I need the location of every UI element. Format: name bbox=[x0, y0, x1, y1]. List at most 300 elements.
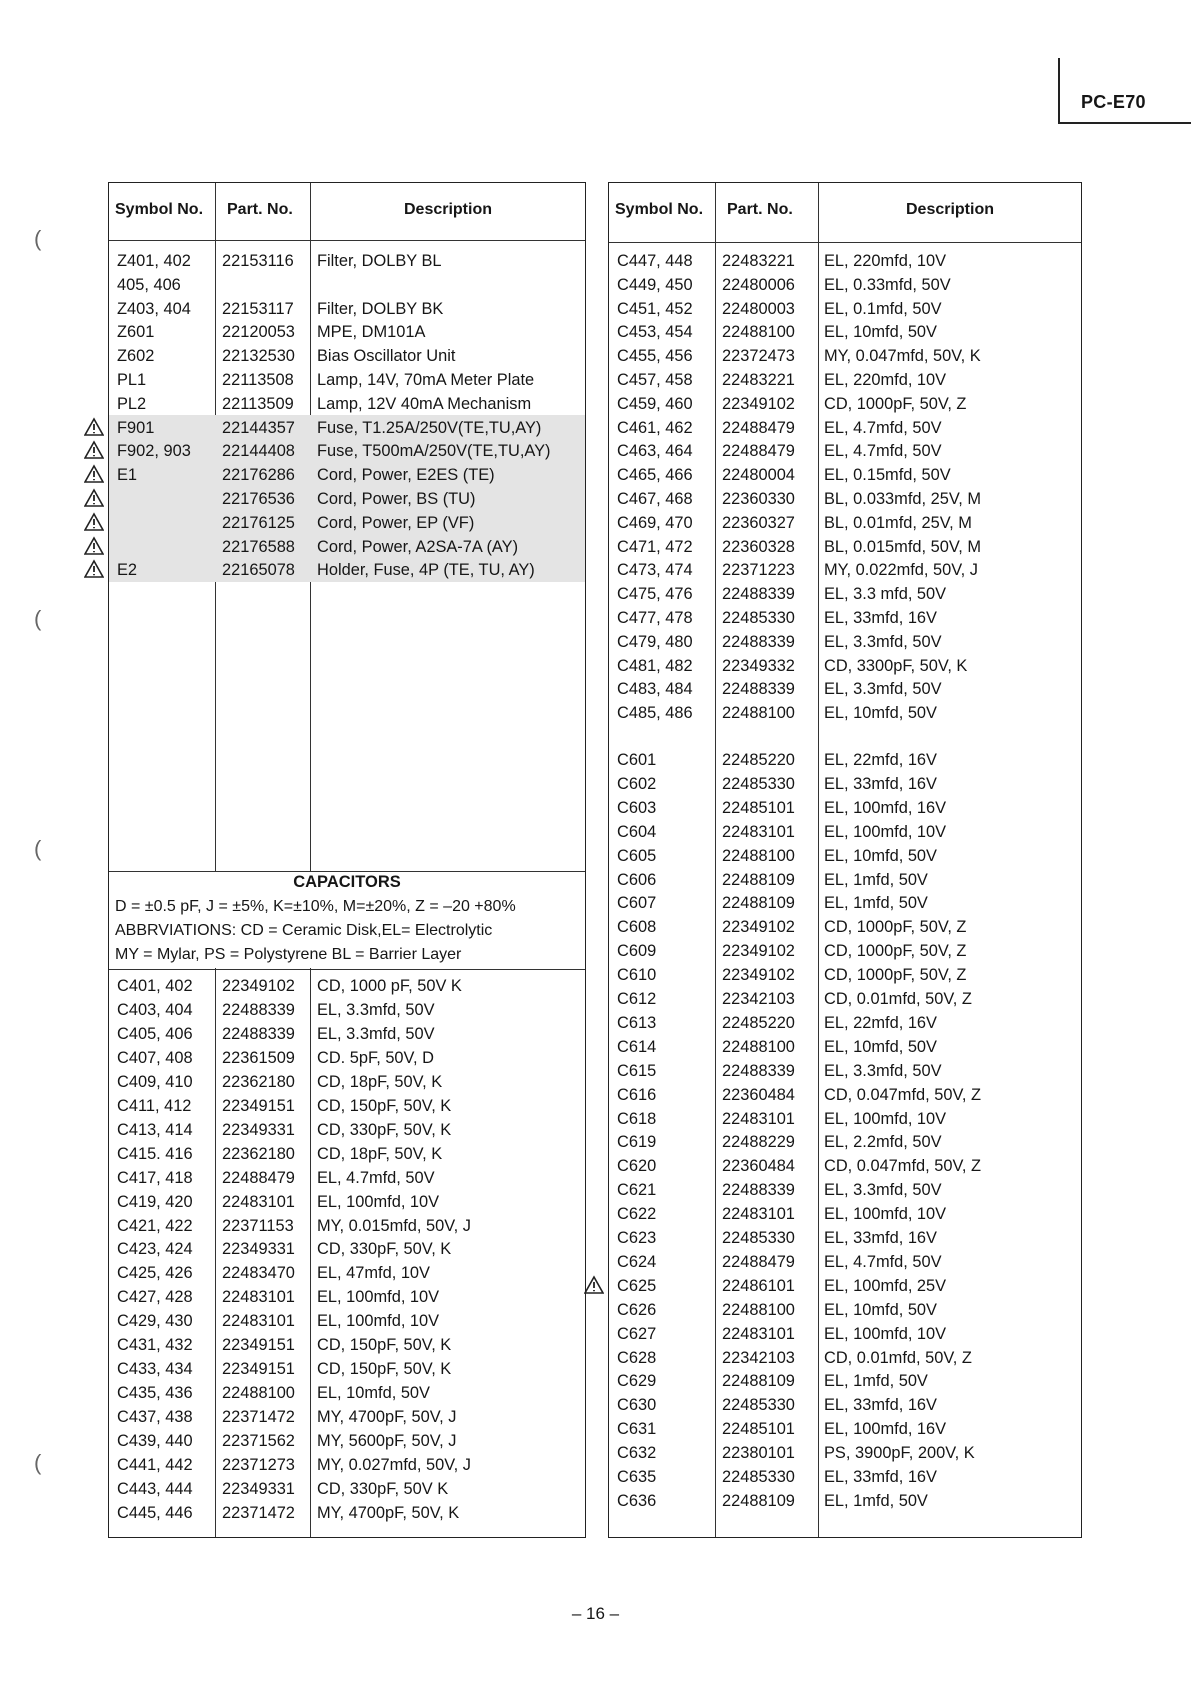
header-symbol: Symbol No. bbox=[615, 201, 704, 218]
table-row bbox=[609, 630, 1081, 654]
table-row bbox=[609, 915, 1081, 939]
symbol-cell: C401, 402 bbox=[117, 977, 193, 995]
table-row bbox=[109, 1190, 585, 1214]
capacitor-tolerance-legend: D = ±0.5 pF, J = ±5%, K=±10%, M=±20%, Z = –20 +80% bbox=[115, 898, 516, 915]
symbol-cell: C405, 406 bbox=[117, 1024, 193, 1043]
description-cell: EL, 10mfd, 50V bbox=[824, 846, 937, 865]
table-row bbox=[609, 463, 1081, 487]
symbol-cell: Z403, 404 bbox=[117, 299, 191, 318]
symbol-cell: C621 bbox=[617, 1181, 657, 1200]
symbol-cell: C423, 424 bbox=[117, 1240, 193, 1259]
table-row bbox=[609, 654, 1081, 678]
description-cell: CD, 3300pF, 50V, K bbox=[824, 656, 968, 675]
table-row bbox=[609, 939, 1081, 963]
description-cell: EL, 1mfd, 50V bbox=[824, 894, 928, 913]
symbol-cell: C445, 446 bbox=[117, 1503, 193, 1522]
symbol-cell: E1 bbox=[117, 466, 138, 485]
model-label: PC-E70 bbox=[1081, 92, 1146, 112]
symbol-cell: C429, 430 bbox=[117, 1312, 193, 1331]
part-number-cell: 22349151 bbox=[222, 1360, 295, 1379]
table-row bbox=[609, 368, 1081, 392]
capacitors-title: CAPACITORS bbox=[293, 873, 401, 891]
symbol-cell: C439, 440 bbox=[117, 1432, 193, 1451]
description-cell: EL, 22mfd, 16V bbox=[824, 751, 937, 769]
description-cell: MY, 0.047mfd, 50V, K bbox=[824, 347, 981, 366]
table-row bbox=[609, 511, 1081, 535]
table-row bbox=[609, 748, 1081, 772]
description-cell: CD, 1000pF, 50V, Z bbox=[824, 394, 967, 413]
table-row bbox=[109, 1429, 585, 1453]
table-row bbox=[109, 392, 585, 416]
part-number-cell: 22488479 bbox=[722, 442, 795, 461]
part-number-cell: 22485101 bbox=[722, 1420, 795, 1439]
table-row bbox=[109, 558, 585, 582]
symbol-cell: C469, 470 bbox=[617, 513, 693, 532]
part-number-cell: 22488109 bbox=[722, 1491, 795, 1510]
description-cell: EL, 3.3mfd, 50V bbox=[824, 680, 942, 699]
part-number-cell: 22349102 bbox=[722, 394, 795, 413]
part-number-cell: 22349331 bbox=[222, 1120, 295, 1139]
part-number-cell: 22360484 bbox=[722, 1157, 795, 1176]
description-cell: EL, 100mfd, 25V bbox=[824, 1276, 947, 1295]
description-cell: EL, 3.3mfd, 50V bbox=[824, 1181, 942, 1200]
symbol-cell: C615 bbox=[617, 1061, 657, 1080]
table-row bbox=[109, 1405, 585, 1429]
symbol-cell: C604 bbox=[617, 822, 657, 841]
safety-warning-icon bbox=[84, 536, 104, 556]
table-row bbox=[609, 820, 1081, 844]
symbol-cell: C619 bbox=[617, 1133, 657, 1152]
table-row bbox=[609, 1346, 1081, 1370]
description-cell: EL, 4.7mfd, 50V bbox=[824, 1252, 942, 1271]
part-number-cell: 22380101 bbox=[722, 1444, 795, 1463]
description-cell: EL, 10mfd, 50V bbox=[824, 704, 937, 723]
table-row bbox=[109, 344, 585, 368]
description-cell: Fuse, T1.25A/250V(TE,TU,AY) bbox=[317, 418, 542, 437]
table-row bbox=[109, 1118, 585, 1142]
part-number-cell: 22371472 bbox=[222, 1408, 295, 1427]
table-row bbox=[109, 1477, 585, 1501]
description-cell: CD, 18pF, 50V, K bbox=[317, 1144, 443, 1163]
description-cell: Bias Oscillator Unit bbox=[317, 347, 456, 366]
description-cell: MY, 4700pF, 50V, K bbox=[317, 1503, 460, 1522]
symbol-cell: C610 bbox=[617, 966, 657, 985]
symbol-cell: C612 bbox=[617, 990, 657, 1008]
symbol-cell: C433, 434 bbox=[117, 1360, 193, 1379]
part-number-cell: 22153117 bbox=[222, 299, 294, 318]
table-row bbox=[609, 1130, 1081, 1154]
symbol-cell: C425, 426 bbox=[117, 1264, 193, 1283]
part-number-cell: 22144357 bbox=[222, 418, 295, 437]
symbol-cell: C407, 408 bbox=[117, 1048, 193, 1067]
symbol-cell: C626 bbox=[617, 1300, 657, 1319]
table-row bbox=[609, 1011, 1081, 1035]
description-cell: Holder, Fuse, 4P (TE, TU, AY) bbox=[317, 561, 535, 580]
table-row bbox=[109, 1309, 585, 1333]
page-number: – 16 – bbox=[571, 1604, 620, 1623]
description-cell: EL, 220mfd, 10V bbox=[824, 252, 947, 270]
part-number-cell: 22371562 bbox=[222, 1432, 295, 1451]
symbol-cell: C419, 420 bbox=[117, 1192, 193, 1211]
description-cell: Filter, DOLBY BL bbox=[317, 252, 442, 270]
symbol-cell: C435, 436 bbox=[117, 1384, 193, 1403]
table-row bbox=[109, 1142, 585, 1166]
capacitor-abbreviations-legend: ABBRVIATIONS: CD = Ceramic Disk,EL= Electrolytic bbox=[115, 922, 493, 939]
table-row bbox=[609, 1226, 1081, 1250]
part-number-cell: 22176125 bbox=[222, 513, 295, 532]
symbol-cell: C467, 468 bbox=[617, 490, 693, 508]
part-number-cell: 22360484 bbox=[722, 1085, 795, 1104]
header-part: Part. No. bbox=[727, 201, 793, 218]
description-cell: EL, 4.7mfd, 50V bbox=[824, 418, 942, 437]
symbol-cell: C449, 450 bbox=[617, 275, 693, 294]
model-box bbox=[1058, 58, 1191, 124]
margin-mark: ( bbox=[34, 836, 42, 861]
description-cell: CD, 1000pF, 50V, Z bbox=[824, 918, 967, 937]
description-cell: MY, 0.015mfd, 50V, J bbox=[317, 1216, 471, 1235]
table-row bbox=[609, 1059, 1081, 1083]
table-row bbox=[109, 511, 585, 535]
table-row bbox=[609, 582, 1081, 606]
part-number-cell: 22372473 bbox=[722, 347, 795, 366]
table-row bbox=[609, 1441, 1081, 1465]
description-cell: CD, 150pF, 50V, K bbox=[317, 1360, 452, 1379]
description-cell: CD, 0.01mfd, 50V, Z bbox=[824, 990, 972, 1008]
part-number-cell: 22488109 bbox=[722, 1372, 795, 1391]
symbol-cell: Z401, 402 bbox=[117, 252, 191, 270]
part-number-cell: 22349151 bbox=[222, 1336, 295, 1355]
description-cell: EL, 47mfd, 10V bbox=[317, 1264, 430, 1283]
description-cell: EL, 100mfd, 10V bbox=[317, 1288, 440, 1307]
description-cell: CD, 0.047mfd, 50V, Z bbox=[824, 1085, 982, 1104]
table-row bbox=[109, 1022, 585, 1046]
part-number-cell: 22113508 bbox=[222, 371, 294, 389]
table-row bbox=[109, 1046, 585, 1070]
description-cell: CD, 150pF, 50V, K bbox=[317, 1096, 452, 1115]
part-number-cell: 22488100 bbox=[722, 1300, 795, 1319]
symbol-cell: C607 bbox=[617, 894, 657, 913]
part-number-cell: 22349331 bbox=[222, 1240, 295, 1259]
description-cell: BL, 0.01mfd, 25V, M bbox=[824, 513, 972, 532]
table-row bbox=[609, 273, 1081, 297]
table-row bbox=[109, 1333, 585, 1357]
description-cell: MY, 0.027mfd, 50V, J bbox=[317, 1456, 471, 1474]
symbol-cell: Z602 bbox=[117, 347, 155, 366]
part-number-cell: 22360327 bbox=[722, 513, 795, 532]
description-cell: EL, 3.3mfd, 50V bbox=[824, 632, 942, 651]
description-cell: EL, 3.3mfd, 50V bbox=[317, 1000, 435, 1019]
header-description: Description bbox=[403, 201, 492, 218]
safety-warning-icon bbox=[84, 512, 104, 532]
part-number-cell: 22483221 bbox=[722, 252, 795, 270]
part-number-cell: 22360330 bbox=[722, 490, 795, 508]
part-number-cell: 22488339 bbox=[222, 1000, 295, 1019]
description-cell: Lamp, 14V, 70mA Meter Plate bbox=[317, 371, 535, 389]
description-cell: EL, 100mfd, 10V bbox=[824, 1324, 947, 1343]
part-number-cell: 22488479 bbox=[722, 1252, 795, 1271]
description-cell: Cord, Power, E2ES (TE) bbox=[317, 466, 495, 485]
table-row bbox=[609, 1489, 1081, 1513]
table-row bbox=[609, 963, 1081, 987]
table-row bbox=[609, 392, 1081, 416]
table-row bbox=[609, 1298, 1081, 1322]
table-row bbox=[109, 320, 585, 344]
safety-warning-icon bbox=[84, 440, 104, 460]
description-cell: EL, 100mfd, 10V bbox=[824, 1205, 947, 1224]
description-cell: Cord, Power, A2SA-7A (AY) bbox=[317, 537, 519, 556]
table-row bbox=[109, 1094, 585, 1118]
symbol-cell: C623 bbox=[617, 1229, 657, 1247]
symbol-cell: C616 bbox=[617, 1085, 657, 1104]
symbol-cell: C618 bbox=[617, 1109, 657, 1128]
symbol-cell: C614 bbox=[617, 1037, 657, 1056]
symbol-cell: C471, 472 bbox=[617, 537, 693, 556]
description-cell: BL, 0.015mfd, 50V, M bbox=[824, 537, 982, 556]
description-cell: MPE, DM101A bbox=[317, 323, 426, 342]
part-number-cell: 22488109 bbox=[722, 870, 795, 889]
description-cell: EL, 100mfd, 10V bbox=[824, 822, 947, 841]
description-cell: EL, 22mfd, 16V bbox=[824, 1013, 937, 1032]
table-row bbox=[609, 868, 1081, 892]
table-row bbox=[609, 535, 1081, 559]
table-row bbox=[609, 701, 1081, 725]
table-row bbox=[609, 677, 1081, 701]
symbol-cell: C629 bbox=[617, 1372, 657, 1391]
part-number-cell: 22488339 bbox=[722, 1061, 795, 1080]
table-row bbox=[609, 249, 1081, 273]
description-cell: CD, 1000pF, 50V, Z bbox=[824, 966, 967, 985]
symbol-cell: C485, 486 bbox=[617, 704, 693, 723]
part-number-cell: 22485220 bbox=[722, 751, 795, 769]
part-number-cell: 22349331 bbox=[222, 1479, 295, 1498]
table-row bbox=[609, 1107, 1081, 1131]
symbol-cell: C475, 476 bbox=[617, 585, 693, 604]
symbol-cell: C627 bbox=[617, 1324, 657, 1343]
description-cell: EL, 100mfd, 16V bbox=[824, 798, 947, 817]
table-row bbox=[109, 535, 585, 559]
table-row bbox=[609, 844, 1081, 868]
description-cell: CD, 0.047mfd, 50V, Z bbox=[824, 1157, 982, 1176]
part-number-cell: 22371273 bbox=[222, 1456, 295, 1474]
description-cell: EL, 100mfd, 16V bbox=[824, 1420, 947, 1439]
table-row bbox=[609, 1202, 1081, 1226]
part-number-cell: 22483101 bbox=[222, 1312, 295, 1331]
table-row bbox=[109, 249, 585, 273]
part-number-cell: 22176286 bbox=[222, 466, 295, 485]
description-cell: EL, 3.3mfd, 50V bbox=[317, 1024, 435, 1043]
description-cell: CD, 330pF, 50V, K bbox=[317, 1120, 452, 1139]
symbol-cell: C609 bbox=[617, 942, 657, 961]
part-number-cell: 22485330 bbox=[722, 1468, 795, 1486]
description-cell: CD, 1000pF, 50V, Z bbox=[824, 942, 967, 961]
part-number-cell: 22361509 bbox=[222, 1048, 295, 1067]
part-number-cell: 22342103 bbox=[722, 990, 795, 1008]
table-row bbox=[609, 987, 1081, 1011]
part-number-cell: 22113509 bbox=[222, 394, 294, 413]
part-number-cell: 22362180 bbox=[222, 1144, 295, 1163]
description-cell: Filter, DOLBY BK bbox=[317, 299, 444, 318]
safety-warning-icon bbox=[84, 559, 104, 579]
description-cell: EL, 10mfd, 50V bbox=[824, 323, 937, 342]
symbol-cell: C409, 410 bbox=[117, 1072, 193, 1091]
table-row bbox=[109, 1285, 585, 1309]
symbol-cell: C603 bbox=[617, 798, 657, 817]
part-number-cell: 22485330 bbox=[722, 609, 795, 627]
part-number-cell: 22349102 bbox=[722, 942, 795, 961]
description-cell: MY, 5600pF, 50V, J bbox=[317, 1432, 457, 1451]
table-row bbox=[609, 416, 1081, 440]
description-cell: CD, 18pF, 50V, K bbox=[317, 1072, 443, 1091]
description-cell: EL, 10mfd, 50V bbox=[317, 1384, 430, 1403]
description-cell: EL, 10mfd, 50V bbox=[824, 1300, 937, 1319]
table-row bbox=[109, 1453, 585, 1477]
symbol-cell: E2 bbox=[117, 561, 138, 580]
table-row bbox=[109, 368, 585, 392]
symbol-cell: C427, 428 bbox=[117, 1288, 193, 1307]
symbol-cell: C457, 458 bbox=[617, 371, 693, 389]
symbol-cell: C608 bbox=[617, 918, 657, 937]
part-number-cell: 22488339 bbox=[722, 1181, 795, 1200]
symbol-cell: C601 bbox=[617, 751, 657, 769]
part-number-cell: 22483101 bbox=[222, 1192, 295, 1211]
part-number-cell: 22349102 bbox=[722, 918, 795, 937]
description-cell: EL, 1mfd, 50V bbox=[824, 1491, 928, 1510]
part-number-cell: 22342103 bbox=[722, 1348, 795, 1367]
description-cell: EL, 3.3mfd, 50V bbox=[824, 1061, 942, 1080]
right-parts-table bbox=[608, 182, 1082, 1538]
left-parts-table bbox=[108, 182, 586, 1538]
description-cell: EL, 33mfd, 16V bbox=[824, 1396, 937, 1415]
symbol-cell: C630 bbox=[617, 1396, 657, 1415]
part-number-cell: 22349332 bbox=[722, 656, 795, 675]
table-row bbox=[109, 1166, 585, 1190]
description-cell: EL, 1mfd, 50V bbox=[824, 870, 928, 889]
part-number-cell: 22371472 bbox=[222, 1503, 295, 1522]
symbol-cell: 405, 406 bbox=[117, 275, 181, 294]
symbol-cell: C431, 432 bbox=[117, 1336, 193, 1355]
symbol-cell: C622 bbox=[617, 1205, 657, 1224]
description-cell: CD. 5pF, 50V, D bbox=[317, 1048, 434, 1067]
part-number-cell: 22488100 bbox=[722, 1037, 795, 1056]
margin-mark: ( bbox=[34, 606, 42, 631]
table-row bbox=[609, 772, 1081, 796]
table-row bbox=[609, 1178, 1081, 1202]
table-row bbox=[109, 998, 585, 1022]
symbol-cell: C461, 462 bbox=[617, 418, 693, 437]
part-number-cell: 22480004 bbox=[722, 466, 795, 485]
safety-warning-icon bbox=[584, 1275, 604, 1295]
table-row bbox=[609, 487, 1081, 511]
symbol-cell: C413, 414 bbox=[117, 1120, 193, 1139]
description-cell: Cord, Power, BS (TU) bbox=[317, 490, 476, 508]
description-cell: EL, 33mfd, 16V bbox=[824, 609, 937, 627]
part-number-cell: 22488100 bbox=[722, 323, 795, 342]
description-cell: Cord, Power, EP (VF) bbox=[317, 513, 475, 532]
description-cell: Fuse, T500mA/250V(TE,TU,AY) bbox=[317, 442, 551, 461]
part-number-cell: 22488479 bbox=[722, 418, 795, 437]
description-cell: EL, 33mfd, 16V bbox=[824, 1468, 937, 1486]
part-number-cell: 22483101 bbox=[722, 822, 795, 841]
part-number-cell: 22349151 bbox=[222, 1096, 295, 1115]
symbol-cell: C631 bbox=[617, 1420, 657, 1439]
safety-warning-icon bbox=[84, 417, 104, 437]
description-cell: CD, 330pF, 50V K bbox=[317, 1479, 449, 1498]
symbol-cell: C479, 480 bbox=[617, 632, 693, 651]
table-row bbox=[609, 1322, 1081, 1346]
symbol-cell: Z601 bbox=[117, 323, 155, 342]
symbol-cell: C636 bbox=[617, 1491, 657, 1510]
description-cell: EL, 100mfd, 10V bbox=[317, 1192, 440, 1211]
table-row bbox=[109, 273, 585, 297]
description-cell: EL, 100mfd, 10V bbox=[317, 1312, 440, 1331]
part-number-cell: 22349102 bbox=[722, 966, 795, 985]
safety-warning-icon bbox=[84, 464, 104, 484]
part-number-cell: 22488100 bbox=[722, 846, 795, 865]
table-row bbox=[609, 1083, 1081, 1107]
description-cell: EL, 4.7mfd, 50V bbox=[317, 1168, 435, 1187]
part-number-cell: 22485330 bbox=[722, 1229, 795, 1247]
symbol-cell: C465, 466 bbox=[617, 466, 693, 485]
symbol-cell: C415. 416 bbox=[117, 1144, 193, 1163]
symbol-cell: C437, 438 bbox=[117, 1408, 193, 1427]
description-cell: EL, 3.3 mfd, 50V bbox=[824, 585, 947, 604]
table-row bbox=[609, 1465, 1081, 1489]
table-row bbox=[109, 1214, 585, 1238]
part-number-cell: 22485330 bbox=[722, 774, 795, 793]
header-description: Description bbox=[905, 201, 994, 218]
table-row bbox=[109, 1357, 585, 1381]
description-cell: Lamp, 12V 40mA Mechanism bbox=[317, 394, 532, 413]
table-row bbox=[609, 1369, 1081, 1393]
part-number-cell: 22480006 bbox=[722, 275, 795, 294]
description-cell: BL, 0.033mfd, 25V, M bbox=[824, 490, 982, 508]
part-number-cell: 22176588 bbox=[222, 537, 295, 556]
symbol-cell: C453, 454 bbox=[617, 323, 693, 342]
table-row bbox=[109, 1501, 585, 1525]
table-row bbox=[609, 320, 1081, 344]
description-cell: EL, 33mfd, 16V bbox=[824, 1229, 937, 1247]
table-row bbox=[609, 606, 1081, 630]
header-symbol: Symbol No. bbox=[115, 201, 204, 218]
symbol-cell: C411, 412 bbox=[117, 1096, 192, 1115]
part-number-cell: 22485220 bbox=[722, 1013, 795, 1032]
description-cell: EL, 220mfd, 10V bbox=[824, 371, 947, 389]
description-cell: EL, 0.33mfd, 50V bbox=[824, 275, 951, 294]
table-row bbox=[109, 1261, 585, 1285]
part-number-cell: 22360328 bbox=[722, 537, 795, 556]
symbol-cell: C443, 444 bbox=[117, 1479, 193, 1498]
table-row bbox=[109, 439, 585, 463]
part-number-cell: 22483101 bbox=[722, 1109, 795, 1128]
table-row bbox=[109, 416, 585, 440]
table-row bbox=[609, 558, 1081, 582]
table-row bbox=[609, 1250, 1081, 1274]
symbol-cell: C441, 442 bbox=[117, 1456, 193, 1474]
table-row bbox=[109, 1381, 585, 1405]
table-row bbox=[609, 1417, 1081, 1441]
part-number-cell: 22483470 bbox=[222, 1264, 295, 1283]
symbol-cell: C632 bbox=[617, 1444, 657, 1463]
symbol-cell: C473, 474 bbox=[617, 561, 693, 580]
symbol-cell: C602 bbox=[617, 774, 657, 793]
symbol-cell: F902, 903 bbox=[117, 442, 191, 461]
table-row bbox=[609, 344, 1081, 368]
symbol-cell: C635 bbox=[617, 1468, 657, 1486]
symbol-cell: C459, 460 bbox=[617, 394, 693, 413]
description-cell: CD, 1000 pF, 50V K bbox=[317, 977, 462, 995]
part-number-cell: 22362180 bbox=[222, 1072, 295, 1091]
table-row bbox=[609, 297, 1081, 321]
